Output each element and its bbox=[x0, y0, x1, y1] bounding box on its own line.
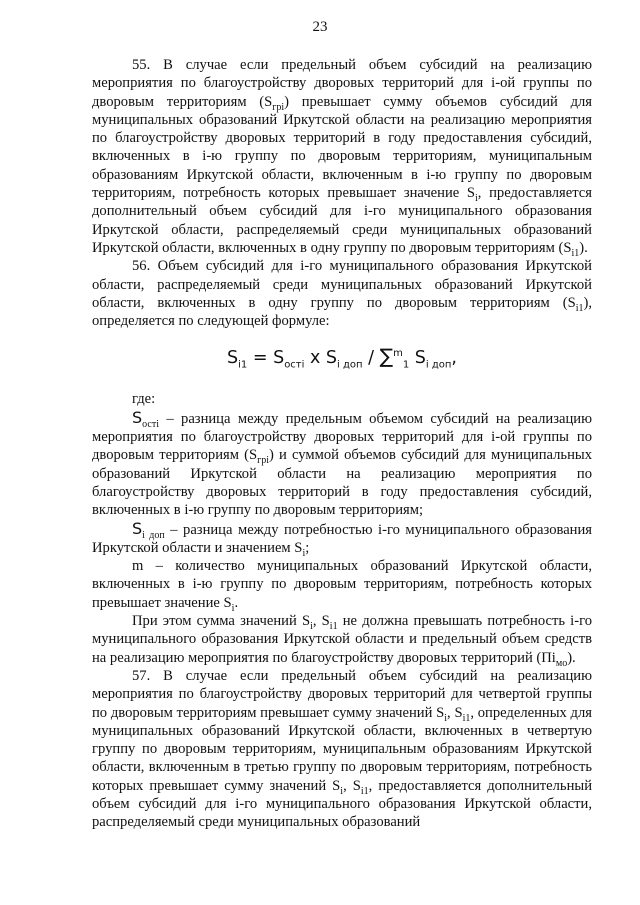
def-ost-symbol-sub: остi bbox=[142, 418, 159, 430]
p55-text-d: ). bbox=[579, 239, 588, 256]
p57-text-e: , предоставляется дополнительный объем субсидий для i-го муниципального образования Иркутской области, распределяемый среди муниципальных образований bbox=[92, 777, 593, 831]
def-dop-symbol-sub: i доп bbox=[142, 529, 165, 541]
note-text-d: ). bbox=[567, 649, 576, 666]
def-ost-text-b: ) и суммой объемов субсидий для муниципальных образований Иркутской области на реализацию мероприятия по благоустройству дворовых территорий в году предоставления субсидий, включенных в i-ю группу по дворовым территориям; bbox=[92, 447, 592, 519]
def-m-text-a: m – количество муниципальных образований Иркутской области, включенных в i-ю группу по дворовым территориям, потребность которых превышает значение S bbox=[92, 558, 592, 611]
def-dop-text-b: ; bbox=[305, 539, 310, 556]
where-label: где: bbox=[132, 391, 156, 408]
p57-sub-i-2: i bbox=[340, 785, 344, 797]
p57-sub-i1-2: i1 bbox=[360, 785, 369, 797]
p55-text-b: ) превышает сумму объемов субсидий для муниципальных образований Иркутской области на реализацию мероприятия по благоустройству дворовых территорий в году предоставления субсидий, включенных в i-ю группу по дворовым территориям, муниципальным образованиям Иркутской области, включенным в i-ю группу по дворовым территориям, потребность которых превышает значение S bbox=[92, 93, 593, 202]
p55-sub-i: i bbox=[475, 192, 478, 204]
formula-s-sub: i доп bbox=[425, 359, 452, 371]
def-dop-sub-i: i bbox=[302, 547, 306, 559]
paragraph-55 bbox=[92, 56, 592, 257]
paragraph-56 bbox=[92, 257, 592, 330]
definition-s-ost bbox=[92, 409, 592, 520]
p57-sub-i1: i1 bbox=[462, 712, 471, 724]
formula bbox=[92, 344, 592, 370]
def-dop-symbol: S bbox=[132, 518, 143, 538]
p57-text-c: , определенных для муниципальных образований Иркутской области, включенных в четвертую группу по дворовым территориям, муниципальным образованиям Иркутской области, включенным в третью группу по дворовым территориям, потребность которых превышает сумму значений S bbox=[92, 704, 592, 794]
formula-lhs: S bbox=[227, 348, 239, 369]
formula-sigma: ∑ bbox=[379, 344, 394, 369]
def-ost-sub-grp: грi bbox=[257, 455, 270, 467]
formula-dop-sub: i доп bbox=[337, 359, 363, 371]
note-sub-i1: i1 bbox=[329, 620, 338, 632]
note-paragraph bbox=[92, 612, 592, 667]
document-body bbox=[92, 56, 592, 832]
p56-text-b: ), определяется по следующей формуле: bbox=[92, 294, 592, 330]
formula-s: S bbox=[409, 348, 426, 369]
p57-sub-i: i bbox=[444, 712, 448, 724]
note-sub-mo: мо bbox=[555, 657, 568, 669]
p55-sub-i1: i1 bbox=[571, 247, 580, 259]
def-m-sub-i: i bbox=[231, 602, 235, 614]
p55-text-a: 55. В случае если предельный объем субсидий на реализацию мероприятия по благоустройству дворовых территорий для i-ой группы по дворовым территориям (S bbox=[92, 57, 592, 110]
formula-eq: = S bbox=[247, 348, 285, 369]
formula-x: x S bbox=[304, 348, 338, 369]
definition-m bbox=[92, 557, 592, 612]
def-dop-text-a: – разница между потребностью i-го муниципального образования Иркутской области и значением S bbox=[92, 521, 592, 556]
note-text-c: не должна превышать потребность i-го муниципального образования Иркутской области и предельный объем средств на реализацию мероприятия по благоустройству дворовых территорий (Пi bbox=[92, 613, 592, 666]
formula-lhs-sub: i1 bbox=[238, 359, 248, 371]
note-text-a: При этом сумма значений S bbox=[132, 613, 311, 630]
formula-sigma-sub: 1 bbox=[402, 359, 410, 371]
def-m-text-b: . bbox=[234, 594, 239, 611]
p57-text-d: , S bbox=[343, 777, 361, 794]
def-ost-text-a: – разница между предельным объемом субсидий на реализацию мероприятия по благоустройству дворовых территорий для i-ой группы по дворовым территориям (S bbox=[92, 410, 592, 464]
p57-text-b: , S bbox=[447, 704, 463, 721]
note-text-b: , S bbox=[312, 613, 330, 630]
p57-text-a: 57. В случае если предельный объем субсидий на реализацию мероприятия по благоустройству дворовых территорий для четвертой группы по дворовым территориям превышает сумму значений S bbox=[92, 667, 592, 721]
note-sub-i: i bbox=[310, 620, 313, 632]
p55-sub-grp: грi bbox=[272, 101, 285, 113]
paragraph-57 bbox=[92, 667, 592, 832]
def-ost-symbol: S bbox=[132, 407, 143, 427]
formula-sigma-sup: m bbox=[393, 348, 403, 360]
formula-ost-sub: остi bbox=[284, 359, 305, 371]
formula-end: , bbox=[451, 348, 457, 369]
p56-text-a: 56. Объем субсидий для i-го муниципального образования Иркутской области, распределяемый среди муниципальных образований Иркутской области, включенных в одну группу по дворовым территориям (S bbox=[92, 258, 592, 311]
p55-text-c: , предоставляется дополнительный объем субсидий для i-го муниципального образования Иркутской области, распределяемый среди муниципальных образований Иркутской области, включенных в одну группу по дворовым территориям (S bbox=[92, 185, 592, 256]
definition-s-dop bbox=[92, 520, 592, 558]
formula-div: / bbox=[362, 348, 380, 369]
p56-sub-i1: i1 bbox=[575, 302, 584, 314]
page-number: 23 bbox=[312, 19, 328, 35]
